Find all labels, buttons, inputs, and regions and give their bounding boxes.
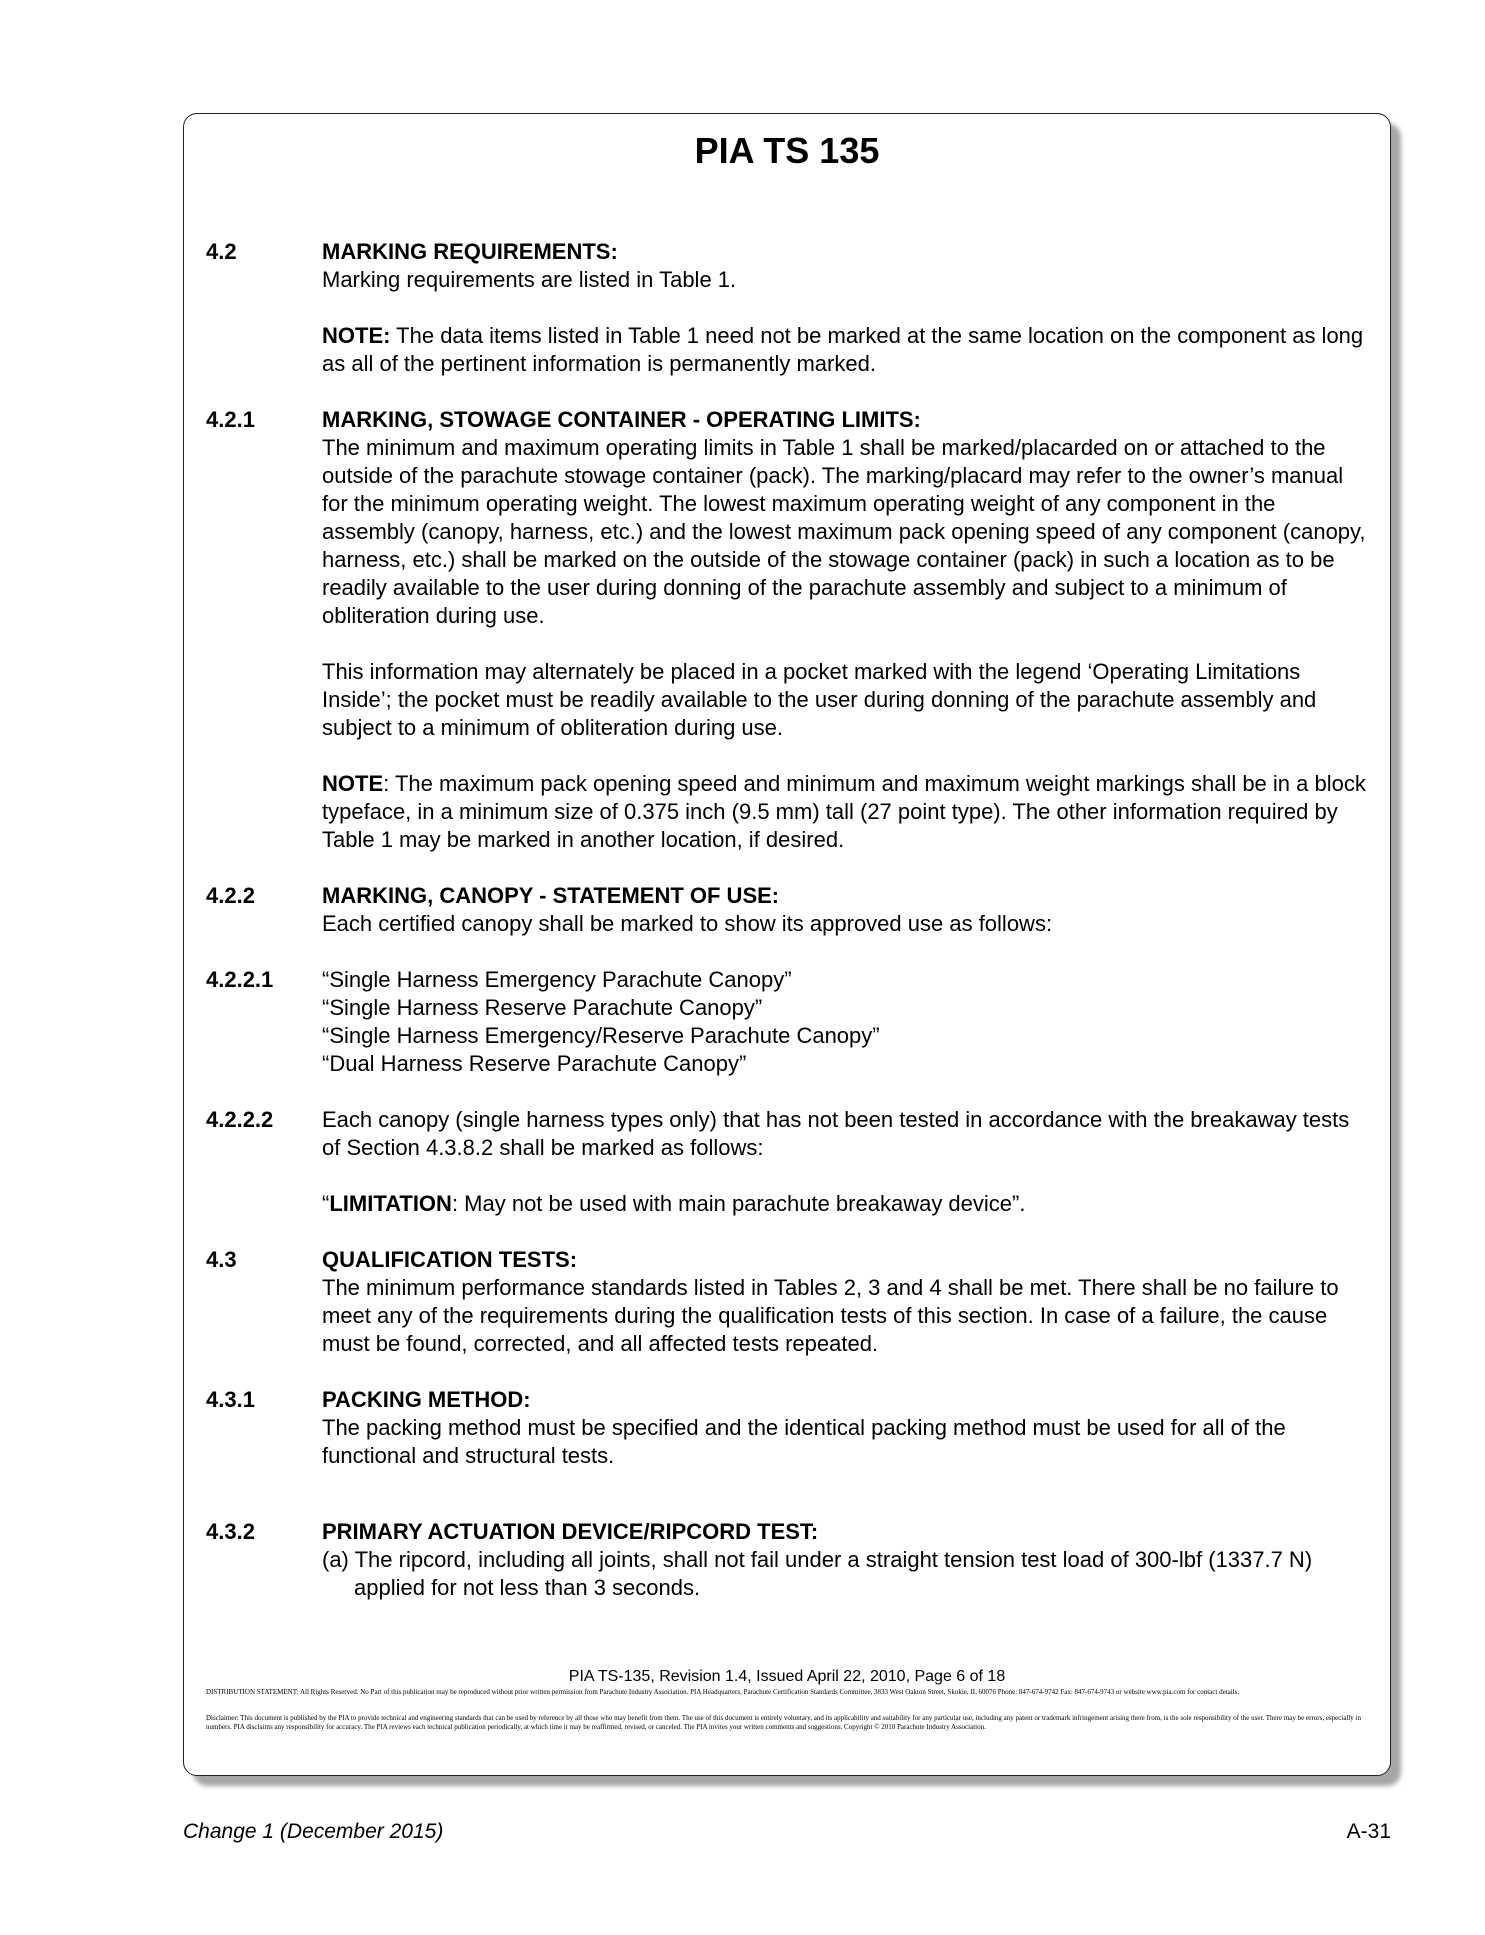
section-4-2 — [206, 238, 1366, 378]
section-body — [322, 238, 1366, 378]
note-label: NOTE — [322, 771, 384, 796]
sections — [206, 238, 1366, 1602]
section-4-2-2-1 — [206, 966, 1366, 1078]
section-text: The minimum performance standards listed in Tables 2, 3 and 4 shall be met. There shall be no failure to meet any of the requirements during the qualification tests of this section. In case of a failure, the cause must be found, corrected, and all affected tests repeated. — [322, 1275, 1339, 1356]
document-frame — [183, 113, 1391, 1776]
section-number: 4.2.2.1 — [206, 967, 274, 992]
section-heading: PACKING METHOD: — [322, 1387, 531, 1412]
section-body — [322, 1386, 1366, 1470]
disclaimer: Disclaimer: This document is published by the PIA to provide technical and engineering standards that can be used by reference by all those who may benefit from them. The use of this document is entirely voluntary, and its applicability and suitability for any particular use, including any patent or trademark infringement arising there from, is the sole responsibility of the user. There may be errors, especially in numbers. PIA disclaims any responsibility for accuracy. The PIA reviews each technical publication periodically, at which time it may be reaffirmed, revised, or canceled. The PIA invites your written comments and suggestions. Copyright © 2010 Parachute Industry Association. — [206, 1714, 1362, 1731]
section-heading: PRIMARY ACTUATION DEVICE/RIPCORD TEST: — [322, 1519, 819, 1544]
note-text: : The maximum pack opening speed and minimum and maximum weight markings shall be in a block typeface, in a minimum size of 0.375 inch (9.5 mm) tall (27 point type). The other information required by Table 1 may be marked in another location, if desired. — [322, 771, 1366, 852]
section-number: 4.2.2 — [206, 883, 255, 908]
section-heading: QUALIFICATION TESTS: — [322, 1247, 578, 1272]
section-body — [322, 1106, 1366, 1218]
section-heading: MARKING REQUIREMENTS: — [322, 239, 618, 264]
document-title: PIA TS 135 — [694, 130, 880, 171]
section-number: 4.2.1 — [206, 407, 255, 432]
section-number: 4.3 — [206, 1247, 237, 1272]
section-paragraph-1: The minimum and maximum operating limits in Table 1 shall be marked/placarded on or attached to the outside of the parachute stowage container (pack). The marking/placard may refer to the owner’s manual for the minimum operating weight. The lowest maximum operating weight of any component in the assembly (canopy, harness, etc.) and the lowest maximum pack opening speed of any component (canopy, harness, etc.) shall be marked on the outside of the stowage container (pack) in such a location as to be readily available to the user during donning of the parachute assembly and subject to a minimum of obliteration during use. — [322, 435, 1366, 628]
limitation-label: LIMITATION — [329, 1191, 452, 1216]
note-paragraph — [322, 322, 1366, 378]
section-body — [322, 1246, 1366, 1358]
limitation-text: : May not be used with main parachute breakaway device”. — [451, 1191, 1026, 1216]
note-text: The data items listed in Table 1 need not be marked at the same location on the component as long as all of the pertinent information is permanently marked. — [322, 323, 1364, 376]
list-item: “Dual Harness Reserve Parachute Canopy” — [322, 1051, 747, 1076]
note-label: NOTE: — [322, 323, 391, 348]
section-4-2-2-2 — [206, 1106, 1366, 1218]
section-4-3-1 — [206, 1386, 1366, 1470]
section-4-2-1 — [206, 406, 1366, 854]
revision-footer: PIA TS-135, Revision 1.4, Issued April 22, 2010, Page 6 of 18 — [568, 1668, 1006, 1685]
change-note: Change 1 (December 2015) — [183, 1820, 444, 1843]
section-number: 4.3.2 — [206, 1519, 255, 1544]
section-text: Each canopy (single harness types only) that has not been tested in accordance with the breakaway tests of Section 4.3.8.2 shall be marked as follows: — [322, 1107, 1350, 1160]
section-body — [322, 1518, 1366, 1602]
list-item: “Single Harness Reserve Parachute Canopy” — [322, 995, 763, 1020]
section-heading: MARKING, STOWAGE CONTAINER - OPERATING LIMITS: — [322, 407, 921, 432]
list-item: “Single Harness Emergency/Reserve Parachute Canopy” — [322, 1023, 880, 1048]
note-paragraph — [322, 770, 1366, 854]
section-number: 4.2 — [206, 239, 237, 264]
section-4-3 — [206, 1246, 1366, 1358]
list-item: “Single Harness Emergency Parachute Canopy” — [322, 967, 792, 992]
list-item: (a) The ripcord, including all joints, shall not fail under a straight tension test load of 300-lbf (1337.7 N) applied for not less than 3 seconds. — [322, 1547, 1313, 1600]
section-number: 4.2.2.2 — [206, 1107, 274, 1132]
section-4-2-2 — [206, 882, 1366, 938]
section-number: 4.3.1 — [206, 1387, 255, 1412]
section-text: Each certified canopy shall be marked to show its approved use as follows: — [322, 911, 1053, 936]
limitation-statement — [322, 1190, 1366, 1218]
section-paragraph-2: This information may alternately be placed in a pocket marked with the legend ‘Operating Limitations Inside’; the pocket must be readily available to the user during donning of the parachute assembly and subject to a minimum of obliteration during use. — [322, 659, 1317, 740]
page-number: A-31 — [1346, 1820, 1391, 1843]
section-body — [322, 966, 1366, 1078]
section-text: Marking requirements are listed in Table 1. — [322, 267, 737, 292]
section-4-3-2 — [206, 1518, 1366, 1602]
section-body — [322, 406, 1366, 854]
limitation-open-quote: “ — [322, 1191, 330, 1216]
section-heading: MARKING, CANOPY - STATEMENT OF USE: — [322, 883, 780, 908]
distribution-statement: DISTRIBUTION STATEMENT: All Rights Reserved. No Part of this publication may be reproduced without prior written permission from Parachute Industry Association. PIA Headquarters, Parachute Certification Standards Committee, 3833 West Oakton Street, Skokie, IL 60076 Phone: 847-674-9742 Fax: 847-674-9743 or website www.pia.com for contact details. — [206, 1688, 1240, 1696]
section-body — [322, 882, 1366, 938]
section-text: The packing method must be specified and the identical packing method must be used for all of the functional and structural tests. — [322, 1415, 1286, 1468]
